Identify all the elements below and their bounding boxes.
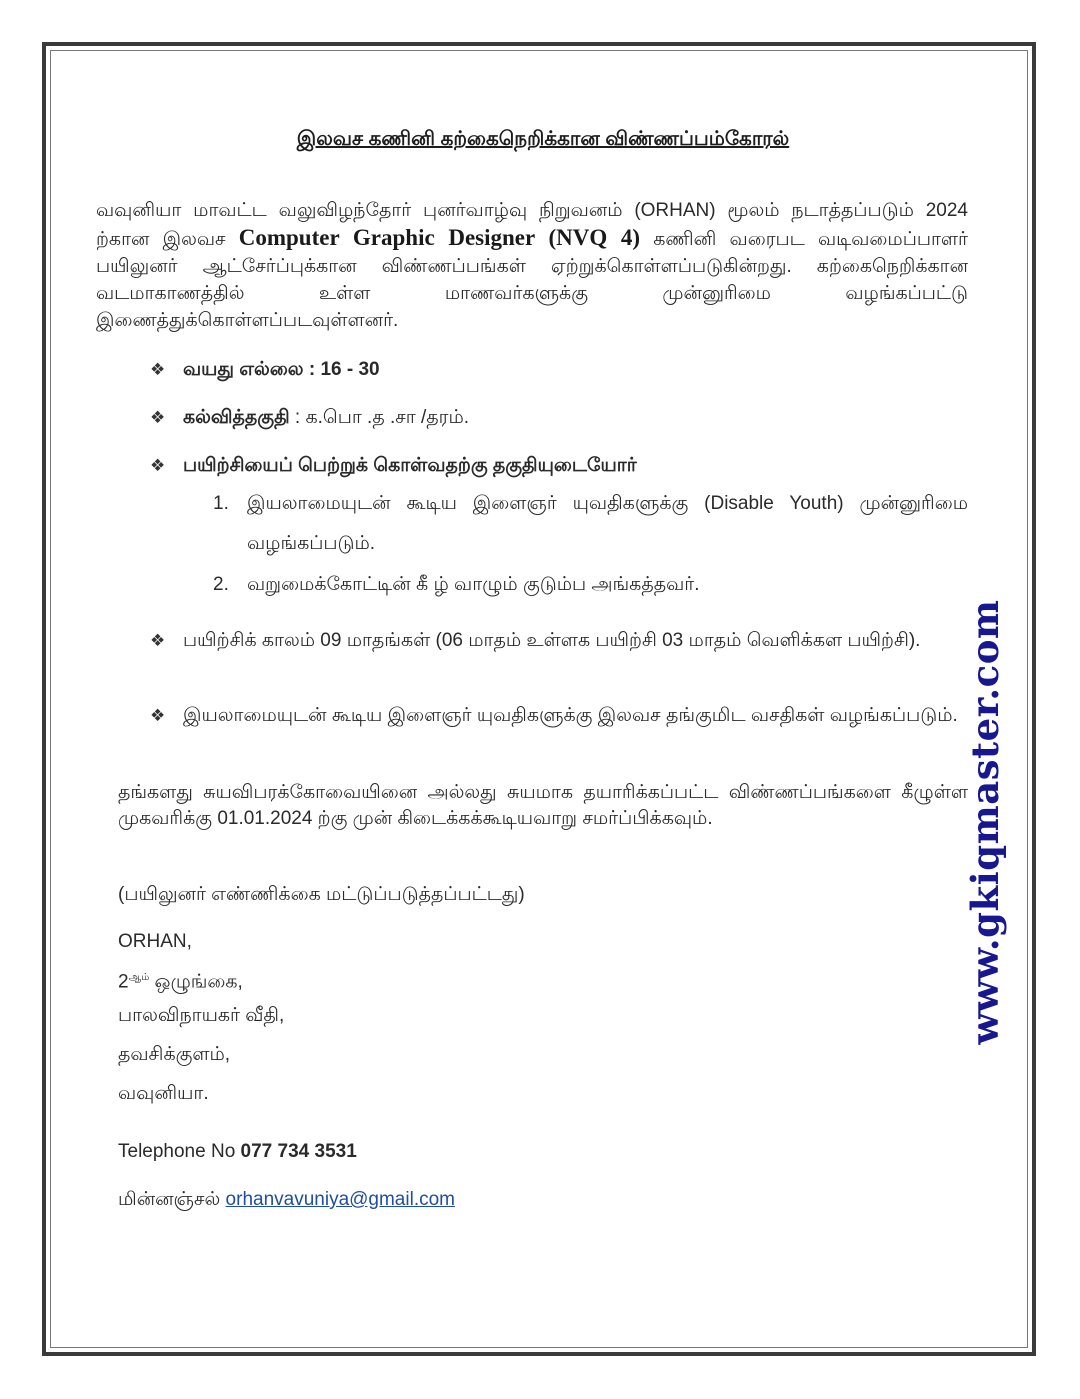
phone-number: 077 734 3531 <box>240 1141 357 1162</box>
bullet-qualification <box>150 404 968 431</box>
address-line-1-rest: ஒழுங்கை, <box>149 971 243 993</box>
address-org: ORHAN, <box>118 931 192 952</box>
diamond-bullet-icon: ❖ <box>150 631 166 650</box>
address-line-2: பாலவிநாயகர் வீதி, <box>118 1005 285 1026</box>
eligible-list-item <box>213 484 968 564</box>
email-label: மின்னஞ்சல் <box>118 1189 226 1210</box>
phone-line <box>118 1139 357 1165</box>
instructions-paragraph: தங்களது சுயவிபரக்கோவையினை அல்லது சுயமாக தயாரிக்கப்பட்ட விண்ணப்பங்களை கீழுள்ள முகவரிக்கு 01.01.2024 ற்கு முன் கிடைக்கக்கூடியவாறு சமர்ப்பிக்கவும். <box>118 782 968 829</box>
qualification-separator: : <box>289 407 306 428</box>
email-link[interactable]: orhanvavuniya@gmail.com <box>225 1189 455 1210</box>
bullet-age <box>150 356 968 383</box>
intro-text-before: வவுனியா மாவட்ட வலுவிழந்தோர் புனர்வாழ்வு நிறுவனம் (ORHAN) மூலம் நடாத்தப்படும் 2024 ற்கான இலவச <box>96 200 968 250</box>
list-item-text: இயலாமையுடன் கூடிய இளைஞர் யுவதிகளுக்கு (Disable Youth) முன்னுரிமை வழங்கப்படும். <box>247 493 968 554</box>
qualification-value: க.பொ .த .சா /தரம். <box>305 407 470 428</box>
address-line-1-suffix: ஆம் <box>128 972 150 983</box>
eligible-list-item <box>213 565 968 605</box>
qualification-label: கல்வித்தகுதி <box>183 407 290 428</box>
diamond-bullet-icon: ❖ <box>150 706 166 725</box>
address-line-1-number: 2 <box>118 971 129 993</box>
bullet-duration <box>150 627 968 654</box>
accommodation-text: இயலாமையுடன் கூடிய இளைஞர் யுவதிகளுக்கு இலவச தங்குமிட வசதிகள் வழங்கப்படும். <box>183 705 958 726</box>
eligible-heading: பயிற்சியைப் பெற்றுக் கொள்வதற்கு தகுதியுடையோர் <box>183 455 637 476</box>
bullet-accommodation <box>150 702 968 729</box>
address-line-1 <box>118 965 243 995</box>
age-separator: : <box>303 359 321 380</box>
age-value: 16 - 30 <box>320 359 380 380</box>
diamond-bullet-icon: ❖ <box>150 408 166 427</box>
duration-text: பயிற்சிக் காலம் 09 மாதங்கள் (06 மாதம் உள்ளக பயிற்சி 03 மாதம் வெளிக்கள பயிற்சி). <box>183 630 921 651</box>
age-label: வயது எல்லை <box>183 359 304 380</box>
diamond-bullet-icon: ❖ <box>150 360 166 379</box>
watermark-text: www.gkiqmaster.com <box>963 599 1007 1045</box>
document-title: இலவச கணினி கற்கைநெறிக்கான விண்ணப்பம்கோரல் <box>296 128 790 150</box>
address-line-4: வவுனியா. <box>118 1083 209 1104</box>
list-number: 1. <box>213 493 229 514</box>
intro-paragraph <box>96 197 968 334</box>
diamond-bullet-icon: ❖ <box>150 456 166 475</box>
list-item-text: வறுமைக்கோட்டின் கீ ழ் வாழும் குடும்ப அங்கத்தவர். <box>247 574 700 595</box>
address-line-3: தவசிக்குளம், <box>118 1044 231 1065</box>
note-text: (பயிலுனர் எண்ணிக்கை மட்டுப்படுத்தப்பட்டது) <box>118 884 525 905</box>
intro-text-after: கணினி வரைபட வடிவமைப்பாளர் பயிலுனர் ஆட்சேர்ப்புக்கான விண்ணப்பங்கள் ஏற்றுக்கொள்ளப்படுகின்றது. கற்கைநெறிக்கான வடமாகாணத்தில் உள்ள மாணவர்களுக்கு முன்னுரிமை வழங்கப்பட்டு இணைத்துக்கொள்ளப்படவுள்ளனர். <box>96 229 968 331</box>
course-name: Computer Graphic Designer (NVQ 4) <box>238 225 641 250</box>
list-number: 2. <box>213 574 229 595</box>
phone-label: Telephone No <box>118 1141 241 1162</box>
email-line <box>118 1187 455 1213</box>
bullet-eligible <box>150 452 968 479</box>
